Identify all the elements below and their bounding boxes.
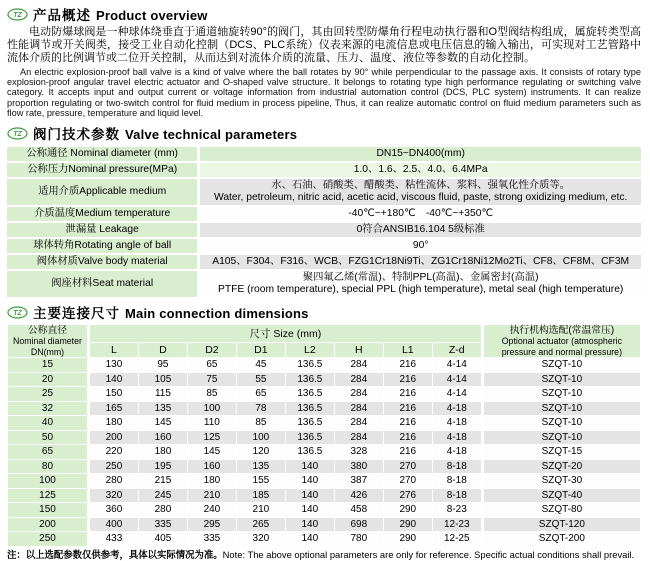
size-value: 335: [188, 532, 236, 546]
size-value: 240: [188, 503, 236, 517]
parameter-row: [7, 239, 641, 253]
actuator-value: SZQT-10: [482, 416, 640, 430]
dimension-row: [8, 460, 640, 474]
section-title: [33, 4, 208, 24]
connection-dimensions-table: [7, 324, 641, 547]
size-value: 150: [90, 387, 138, 401]
size-value: 140: [286, 518, 334, 532]
parameter-label: 适用介质Applicable medium: [7, 179, 200, 205]
size-value: 140: [286, 503, 334, 517]
parameter-value-line: PTFE (room temperature), special PPL (high temperature), metal seal (high temperature): [217, 284, 624, 296]
size-value: 284: [335, 387, 383, 401]
size-value: 284: [335, 431, 383, 445]
dimension-row: [8, 387, 640, 401]
size-value: 426: [335, 489, 383, 503]
size-value: 380: [335, 460, 383, 474]
size-value: 8-18: [433, 489, 481, 503]
size-value: 45: [237, 358, 285, 372]
size-value: 335: [139, 518, 187, 532]
actuator-header-line: 执行机构选配(常温常压): [509, 325, 615, 337]
parameter-value: [200, 223, 641, 237]
size-value: 216: [384, 373, 432, 387]
size-value: 65: [237, 387, 285, 401]
size-value: 140: [286, 460, 334, 474]
size-column-header: D2: [188, 343, 236, 357]
size-column-header: L2: [286, 343, 334, 357]
parameter-label: 介质温度Medium temperature: [7, 207, 200, 221]
size-column-header: Z-d: [433, 343, 481, 357]
size-value: 136.5: [286, 402, 334, 416]
size-value: 160: [139, 431, 187, 445]
size-value: 135: [237, 460, 285, 474]
parameter-value-line: 90°: [412, 240, 429, 252]
actuator-value: SZQT-20: [482, 460, 640, 474]
dimension-row: [8, 431, 640, 445]
size-value: 210: [188, 489, 236, 503]
size-value: 140: [90, 373, 138, 387]
parameter-value-line: A105、F304、F316、WCB、FZG1Cr18Ni9Ti、ZG1Cr18Ni12Mo2Ti、CF8、CF8M、CF3M: [212, 256, 630, 268]
size-value: 136.5: [286, 445, 334, 459]
size-value: 136.5: [286, 373, 334, 387]
parameter-value-line: Water, petroleum, nitric acid, acetic acid, viscous fluid, paste, strong oxidizing medium, etc.: [213, 192, 628, 204]
size-value: 216: [384, 387, 432, 401]
parameter-row: [7, 255, 641, 269]
actuator-header-line: pressure and normal pressure): [501, 346, 622, 357]
dimension-row: [8, 518, 640, 532]
size-value: 216: [384, 431, 432, 445]
size-value: 78: [237, 402, 285, 416]
size-value: 245: [139, 489, 187, 503]
section-title-zh: 阀门技术参数: [33, 127, 120, 143]
footnote-chinese: 注：以上选配参数仅供参考，具体以实际情况为准。: [7, 548, 223, 560]
section-header-parameters: [7, 123, 641, 143]
brand-oval-logo-icon: [7, 306, 28, 319]
size-value: 85: [237, 416, 285, 430]
parameter-value: [200, 179, 641, 205]
size-value: 136.5: [286, 387, 334, 401]
size-column-header: D: [139, 343, 187, 357]
section-title-en: Valve technical parameters: [125, 127, 298, 143]
size-value: 120: [237, 445, 285, 459]
size-column-header: L: [90, 343, 138, 357]
parameter-label: 公称通径 Nominal diameter (mm): [7, 147, 200, 161]
size-value: 165: [90, 402, 138, 416]
size-value: 65: [188, 358, 236, 372]
actuator-value: SZQT-10: [482, 373, 640, 387]
size-value: 400: [90, 518, 138, 532]
size-value: 135: [139, 402, 187, 416]
dn-value: 32: [8, 402, 89, 416]
brand-oval-logo-icon: [7, 8, 28, 21]
size-column-header: L1: [384, 343, 432, 357]
size-value: 100: [237, 431, 285, 445]
size-value: 145: [188, 445, 236, 459]
dn-value: 250: [8, 532, 89, 546]
parameter-value-line: 水、石油、硝酸类、醋酸类、粘性流体、浆料、强氧化性介质等。: [271, 180, 570, 192]
actuator-value: SZQT-10: [482, 402, 640, 416]
dn-value: 100: [8, 474, 89, 488]
parameter-value: [200, 207, 641, 221]
dimension-row: [8, 489, 640, 503]
size-value: 136.5: [286, 358, 334, 372]
size-value: 130: [90, 358, 138, 372]
size-value: 12-25: [433, 532, 481, 546]
size-value: 180: [139, 445, 187, 459]
dimension-row: [8, 416, 640, 430]
dn-column-header: [8, 325, 89, 357]
size-value: 105: [139, 373, 187, 387]
actuator-value: SZQT-120: [482, 518, 640, 532]
size-value: 280: [139, 503, 187, 517]
size-value: 4-14: [433, 387, 481, 401]
dn-header-line: 公称直径: [27, 325, 68, 337]
dimension-row: [8, 532, 640, 546]
section-header-dimensions: [7, 302, 641, 322]
brand-oval-logo-icon: [7, 127, 28, 140]
section-title-zh: 产品概述: [33, 8, 91, 23]
dimension-row: [8, 445, 640, 459]
size-value: 458: [335, 503, 383, 517]
size-value: 125: [188, 431, 236, 445]
size-value: 4-18: [433, 402, 481, 416]
size-value: 4-14: [433, 358, 481, 372]
size-value: 270: [384, 474, 432, 488]
footnote-english: Note: The above optional parameters are only for reference. Specific actual conditions shall prevail.: [222, 548, 635, 560]
dn-value: 65: [8, 445, 89, 459]
size-value: 185: [237, 489, 285, 503]
parameter-value-line: 0符合ANSIB16.104 5级标准: [356, 224, 485, 236]
size-value: 250: [90, 460, 138, 474]
size-value: 284: [335, 416, 383, 430]
section-title-en: Product overview: [96, 8, 208, 23]
size-value: 8-18: [433, 474, 481, 488]
section-title: [33, 123, 297, 143]
size-value: 145: [139, 416, 187, 430]
parameter-row: [7, 179, 641, 205]
size-value: 140: [286, 489, 334, 503]
size-value: 270: [384, 460, 432, 474]
size-value: 75: [188, 373, 236, 387]
size-value: 160: [188, 460, 236, 474]
parameter-value: [200, 255, 641, 269]
size-value: 320: [237, 532, 285, 546]
technical-parameters-table: [7, 145, 641, 299]
section-header-overview: [7, 4, 641, 24]
dn-value: 50: [8, 431, 89, 445]
size-value: 216: [384, 402, 432, 416]
size-value: 215: [139, 474, 187, 488]
size-value: 4-18: [433, 431, 481, 445]
dimension-row: [8, 503, 640, 517]
size-value: 216: [384, 445, 432, 459]
size-value: 284: [335, 373, 383, 387]
actuator-value: SZQT-200: [482, 532, 640, 546]
size-value: 95: [139, 358, 187, 372]
size-value: 360: [90, 503, 138, 517]
parameter-value-line: 1.0、1.6、2.5、4.0、6.4MPa: [353, 164, 488, 176]
parameter-value: [200, 147, 641, 161]
parameter-label: 球体转角Rotating angle of ball: [7, 239, 200, 253]
size-value: 290: [384, 532, 432, 546]
actuator-value: SZQT-10: [482, 358, 640, 372]
actuator-value: SZQT-30: [482, 474, 640, 488]
actuator-value: SZQT-10: [482, 387, 640, 401]
size-value: 433: [90, 532, 138, 546]
actuator-value: SZQT-15: [482, 445, 640, 459]
size-value: 100: [188, 402, 236, 416]
parameter-label: 公称压力Nominal pressure(MPa): [7, 163, 200, 177]
section-title-en: Main connection dimensions: [125, 306, 309, 322]
dimension-row: [8, 474, 640, 488]
size-value: 276: [384, 489, 432, 503]
size-value: 140: [286, 474, 334, 488]
size-value: 280: [90, 474, 138, 488]
size-value: 180: [90, 416, 138, 430]
parameter-value: [200, 271, 641, 297]
size-value: 12-23: [433, 518, 481, 532]
size-value: 210: [237, 503, 285, 517]
size-value: 140: [286, 532, 334, 546]
svg-text:TZ: TZ: [13, 309, 22, 317]
parameter-label: 阀体材质Valve body material: [7, 255, 200, 269]
size-value: 136.5: [286, 416, 334, 430]
size-value: 110: [188, 416, 236, 430]
parameters-table-body: [7, 147, 641, 297]
dn-value: 20: [8, 373, 89, 387]
parameter-value: [200, 239, 641, 253]
svg-text:TZ: TZ: [13, 11, 22, 19]
parameter-value-line: DN15~DN400(mm): [376, 148, 465, 160]
footnote: [7, 549, 641, 561]
dimensions-table-header: [8, 325, 640, 357]
parameter-label: 泄漏量 Leakage: [7, 223, 200, 237]
dn-value: 200: [8, 518, 89, 532]
section-title: [33, 302, 309, 322]
overview-paragraph-chinese: 电动防爆球阀是一种球体绕垂直于通道轴旋转90°的阀门，其由回转型防爆角行程电动执行器和O型阀结构组成，属旋转类型高性能调节或开关阀类，接受工业自动化控制（DCS、PLC系统）仪表来源的电流信息或电压信息的输入输出，可实现对工艺管路中流体介质的比例调节或二位开关控制，从而达到对流体介质的流量、压力、温度、液位等参数的自动化控制。: [7, 26, 641, 64]
actuator-header-line: Optional actuator (atmospheric: [501, 336, 623, 347]
parameter-row: [7, 147, 641, 161]
parameter-value-line: 聚四氟乙烯(常温)、特制PPL(高温)、金属密封(高温): [302, 272, 539, 284]
size-value: 290: [384, 503, 432, 517]
dn-value: 80: [8, 460, 89, 474]
size-value: 4-14: [433, 373, 481, 387]
size-value: 290: [384, 518, 432, 532]
size-value: 136.5: [286, 431, 334, 445]
size-value: 200: [90, 431, 138, 445]
size-value: 387: [335, 474, 383, 488]
parameter-label: 阀座材料Seat material: [7, 271, 200, 297]
dimension-row: [8, 373, 640, 387]
size-value: 320: [90, 489, 138, 503]
actuator-value: SZQT-80: [482, 503, 640, 517]
dn-value: 150: [8, 503, 89, 517]
dn-header-line: DN(mm): [30, 346, 65, 357]
size-value: 220: [90, 445, 138, 459]
size-value: 295: [188, 518, 236, 532]
size-value: 216: [384, 416, 432, 430]
size-value: 8-18: [433, 460, 481, 474]
parameter-row: [7, 271, 641, 297]
size-value: 328: [335, 445, 383, 459]
size-value: 780: [335, 532, 383, 546]
parameter-value: [200, 163, 641, 177]
parameter-row: [7, 223, 641, 237]
dn-value: 25: [8, 387, 89, 401]
size-value: 195: [139, 460, 187, 474]
size-value: 284: [335, 358, 383, 372]
dimension-row: [8, 358, 640, 372]
dimensions-table-body: [8, 358, 640, 546]
size-column-header: H: [335, 343, 383, 357]
svg-text:TZ: TZ: [13, 130, 22, 138]
size-value: 4-18: [433, 445, 481, 459]
actuator-column-header: [482, 325, 640, 357]
dn-header-line: Nominal diameter: [13, 336, 82, 347]
size-value: 155: [237, 474, 285, 488]
size-value: 4-18: [433, 416, 481, 430]
actuator-value: SZQT-40: [482, 489, 640, 503]
size-value: 55: [237, 373, 285, 387]
parameter-value-line: -40℃~+180℃ -40℃~+350℃: [348, 208, 494, 220]
size-value: 85: [188, 387, 236, 401]
size-value: 216: [384, 358, 432, 372]
actuator-value: SZQT-10: [482, 431, 640, 445]
size-value: 180: [188, 474, 236, 488]
dn-value: 15: [8, 358, 89, 372]
size-column-header: D1: [237, 343, 285, 357]
parameter-row: [7, 207, 641, 221]
size-value: 115: [139, 387, 187, 401]
size-value: 8-23: [433, 503, 481, 517]
size-value: 405: [139, 532, 187, 546]
size-value: 284: [335, 402, 383, 416]
size-group-header: 尺寸 Size (mm): [90, 325, 481, 342]
size-value: 265: [237, 518, 285, 532]
dimension-row: [8, 402, 640, 416]
parameter-row: [7, 163, 641, 177]
dn-value: 40: [8, 416, 89, 430]
size-value: 698: [335, 518, 383, 532]
overview-paragraph-english: An electric explosion-proof ball valve is a kind of valve where the ball rotates by 90° while perpendicular to the passage axis. It consists of rotary type explosion-proof angular travel electric actuator and O-shaped valve structure. It belongs to rotating type high performance regulating or switching valve category. It accepts input and output current or voltage information from industrial automation control (DCS, PLC system) instruments. It can realize proportion regulating or two-switch control for fluid medium in process pipeline, Thus, it can realize automatic control on fluid medium parameters such as flow rate, pressure, temperature and liquid level.: [7, 67, 641, 118]
section-title-zh: 主要连接尺寸: [33, 306, 120, 322]
dn-value: 125: [8, 489, 89, 503]
